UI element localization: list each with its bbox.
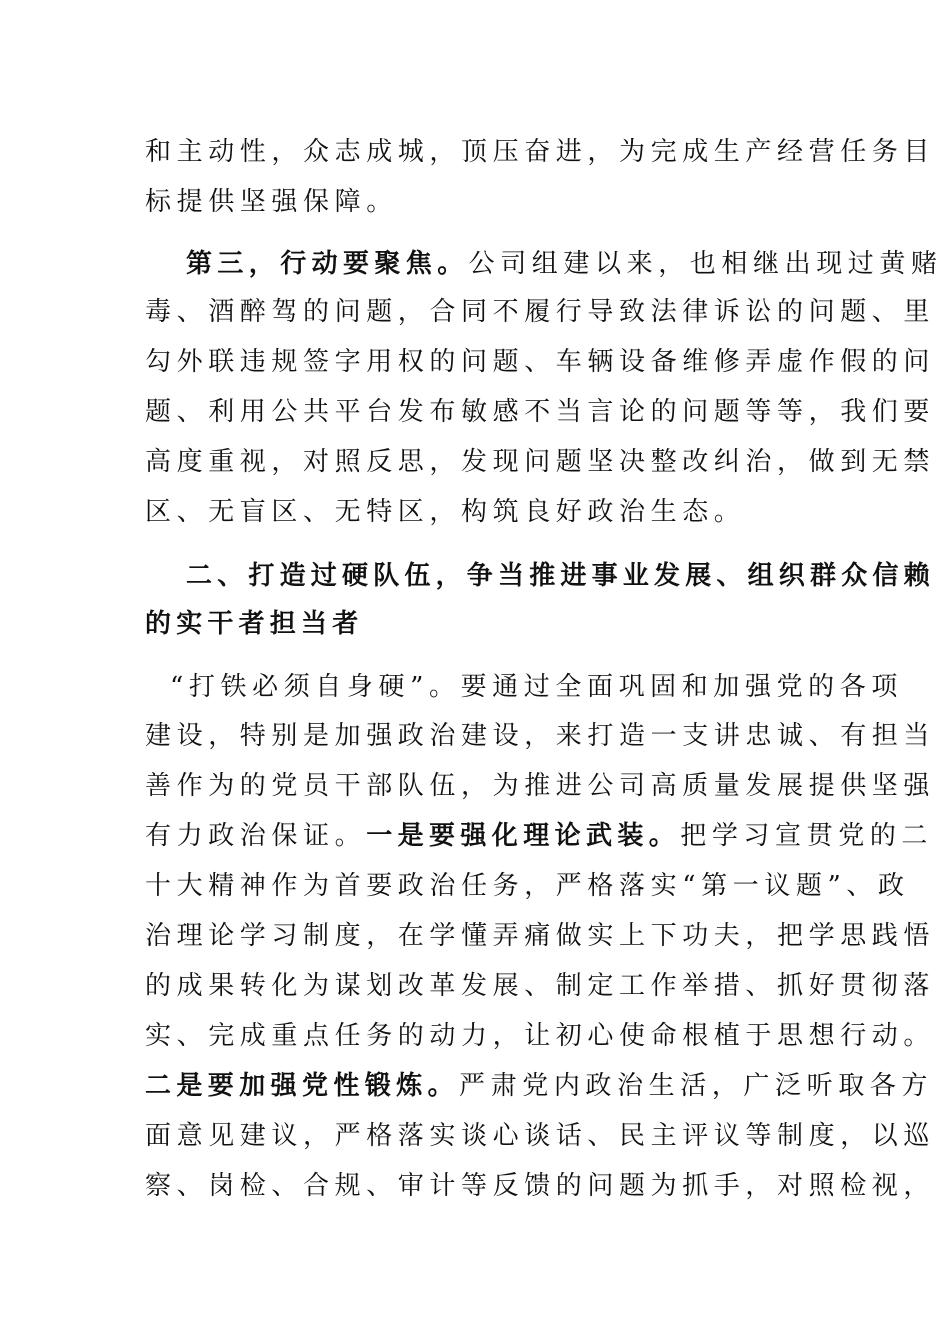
paragraph-2-line-1 [186,248,943,280]
paragraph-1-line-1: 和主动性，众志成城，顶压奋进，为完成生产经营任务目 [145,137,936,167]
section-heading-line-2: 的实干者担当者 [145,609,364,639]
paragraph-3-line-4 [145,820,934,852]
paragraph-2-line-4: 题、利用公共平台发布敏感不当言论的问题等等，我们要 [145,397,936,427]
paragraph-3-line-4-rest: 把学习宣贯党的二 [680,821,934,851]
paragraph-2-line-6: 区、无盲区、无特区，构筑良好政治生态。 [145,497,746,527]
paragraph-2-line-2: 毒、酒醉驾的问题，合同不履行导致法律诉讼的问题、里 [145,297,936,327]
paragraph-3-line-5: 十大精神作为首要政治任务，严格落实“第一议题”、政 [145,871,910,901]
point-1-heading: 一是要强化理论武装。 [366,821,681,851]
paragraph-3-line-6: 治理论学习制度，在学懂弄痛做实上下功夫，把学思践悟 [145,921,936,951]
paragraph-2-line-5: 高度重视，对照反思，发现问题坚决整改纠治，做到无禁 [145,447,936,477]
section-heading-line-1: 二、打造过硬队伍，争当推进事业发展、组织群众信赖 [186,561,935,591]
paragraph-2-lead: 第三，行动要聚焦。 [186,249,469,279]
paragraph-1-line-2: 标提供坚强保障。 [145,187,398,217]
paragraph-3-line-7: 的成果转化为谋划改革发展、制定工作举措、抓好贯彻落 [145,971,936,1001]
paragraph-3-line-11: 察、岗检、合规、审计等反馈的问题为抓手，对照检视， [145,1171,936,1201]
paragraph-3-line-10: 面意见建议，严格落实谈心谈话、民主评议等制度，以巡 [145,1121,936,1151]
paragraph-3-line-9 [145,1070,934,1102]
paragraph-3-line-9-rest: 严肃党内政治生活，广泛听取各方 [459,1071,934,1101]
paragraph-3-line-4-plain: 有力政治保证。 [145,821,367,851]
paragraph-3-line-3: 善作为的党员干部队伍，为推进公司高质量发展提供坚强 [145,771,936,801]
paragraph-2-line-3: 勾外联违规签字用权的问题、车辆设备维修弄虚作假的问 [145,347,936,377]
paragraph-3-line-8: 实、完成重点任务的动力，让初心使命根植于思想行动。 [145,1021,936,1051]
paragraph-3-line-1: “打铁必须自身硬”。要通过全面巩固和加强党的各项 [170,672,903,702]
point-2-heading: 二是要加强党性锻炼。 [145,1071,460,1101]
paragraph-2-line-1-rest: 公司组建以来，也相继出现过黄赌 [468,249,943,279]
paragraph-3-line-2: 建设，特别是加强政治建设，来打造一支讲忠诚、有担当 [145,721,936,751]
